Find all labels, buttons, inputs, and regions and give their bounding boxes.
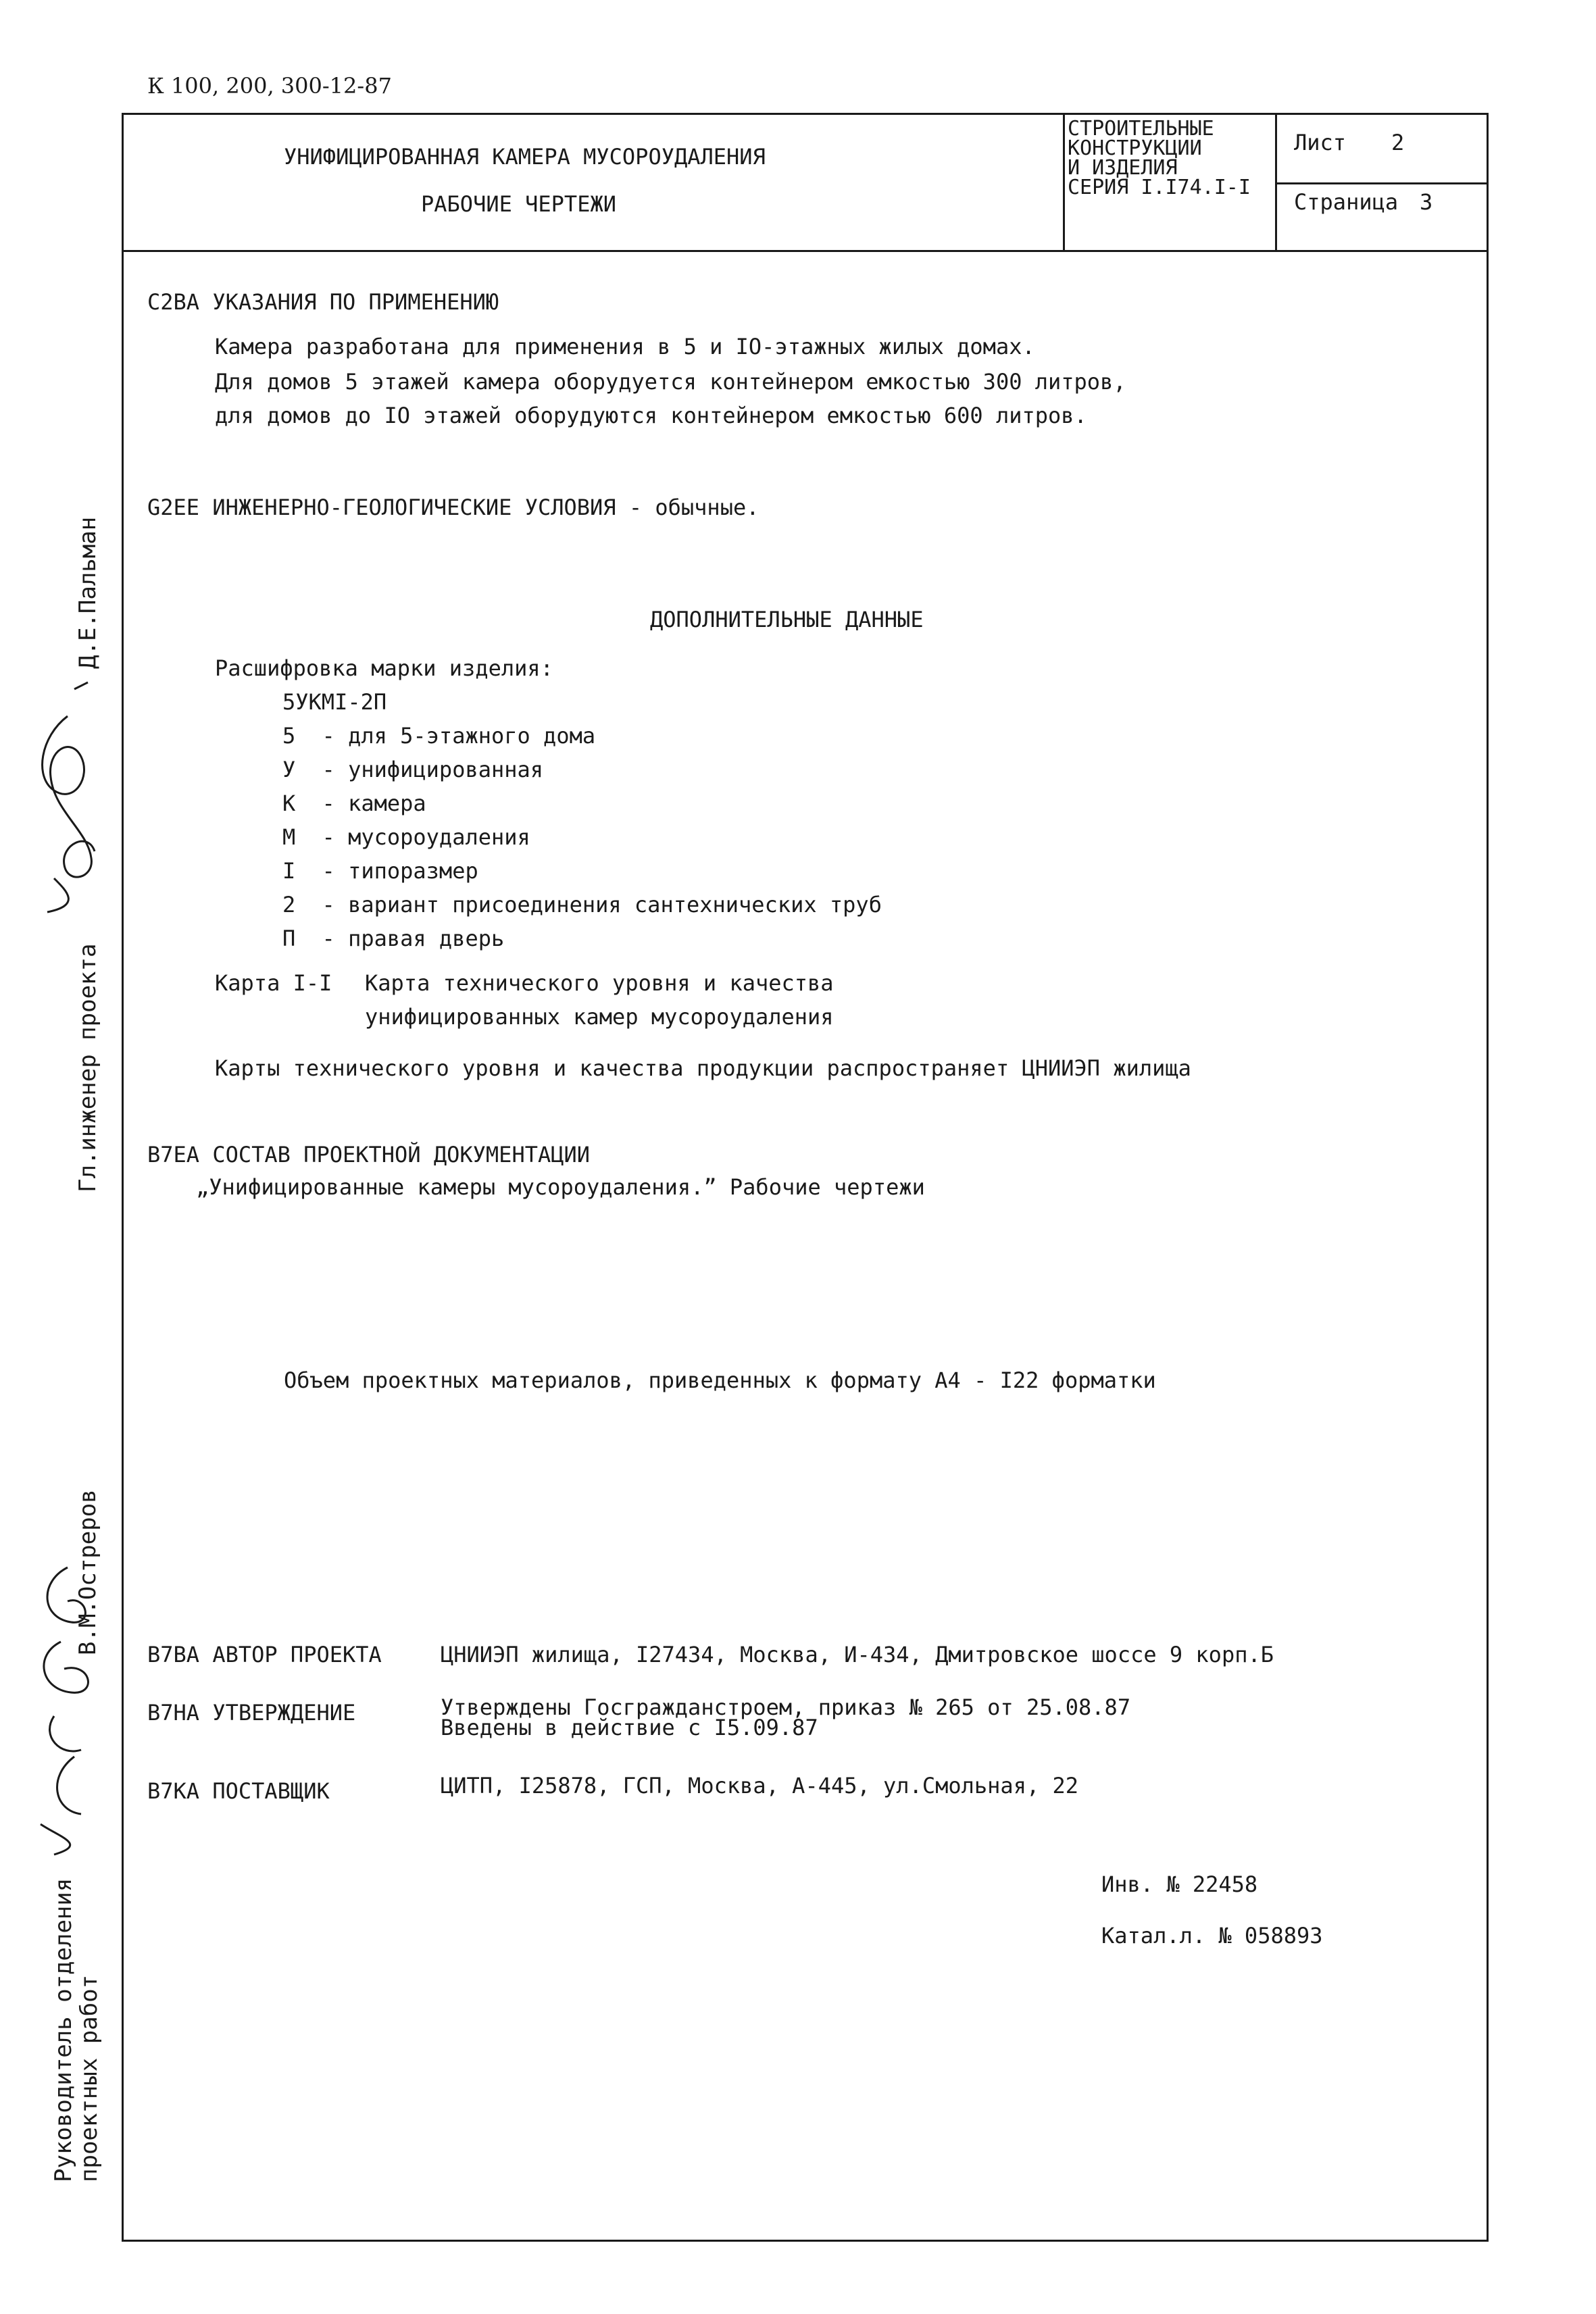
author-label: В7ВА АВТОР ПРОЕКТА [147, 1642, 382, 1667]
series-line: И ИЗДЕЛИЯ [1068, 156, 1178, 180]
author-value: ЦНИИЭП жилища, I27434, Москва, И-434, Дмитровское шоссе 9 корп.Б [441, 1642, 1274, 1667]
usage-line: для домов до IO этажей оборудуются контейнером емкостью 600 литров. [215, 403, 1087, 428]
catalog-number: Катал.л. № 058893 [1101, 1923, 1323, 1948]
supplier-label: В7КА ПОСТАВЩИК [147, 1778, 330, 1804]
supplier-value: ЦИТП, I25878, ГСП, Москва, А-445, ул.Смольная, 22 [441, 1773, 1079, 1799]
series-line: СЕРИЯ I.I74.I-I [1068, 176, 1251, 199]
title-line-1: УНИФИЦИРОВАННАЯ КАМЕРА МУСОРОУДАЛЕНИЯ [284, 144, 766, 170]
marking-item [282, 824, 530, 850]
geology-line: G2EE ИНЖЕНЕРНО-ГЕОЛОГИЧЕСКИЕ УСЛОВИЯ - обычные. [147, 495, 759, 520]
composition-heading: В7ЕА СОСТАВ ПРОЕКТНОЙ ДОКУМЕНТАЦИИ [147, 1142, 591, 1167]
sheet-label: Лист [1294, 130, 1347, 155]
marking-item [282, 892, 882, 917]
marking-intro: Расшифровка марки изделия: [215, 655, 553, 681]
marking-key: М [282, 824, 296, 850]
signature-2 [14, 1554, 108, 1858]
marking-desc: - для 5-этажного дома [322, 723, 596, 749]
marking-desc: - типоразмер [322, 858, 478, 884]
usage-line: Камера разработана для применения в 5 и IO-этажных жилых домах. [215, 334, 1035, 359]
marking-item [282, 723, 595, 749]
marking-desc: - правая дверь [322, 926, 505, 951]
signature-1 [27, 676, 108, 919]
marking-desc: - мусороудаления [322, 824, 530, 850]
marking-key: 5 [282, 723, 296, 749]
title-line-2: РАБОЧИЕ ЧЕРТЕЖИ [421, 191, 616, 217]
marking-item [282, 858, 478, 884]
usage-line: Для домов 5 этажей камера оборудуется контейнером емкостью 300 литров, [215, 369, 1126, 395]
document-code: К 100, 200, 300-12-87 [147, 73, 392, 99]
marking-key: 2 [282, 892, 296, 917]
marking-item [282, 790, 426, 816]
page-label: Страница [1294, 189, 1399, 215]
map-line: унифицированных камер мусороудаления [365, 1004, 834, 1030]
margin-name-1: Д.Е.Пальман [74, 516, 101, 669]
marking-key: I [282, 858, 296, 884]
marking-desc: - камера [322, 790, 426, 816]
title-block [124, 115, 1487, 252]
margin-name-2: В.М.Остреpов [74, 1489, 101, 1655]
series-block [1068, 119, 1251, 197]
sheet-number: 2 [1391, 130, 1405, 155]
marking-desc: - вариант присоединения сантехнических труб [322, 892, 882, 917]
approval-line: Утверждены Госгражданстроем, приказ № 265 от 25.08.87 [441, 1694, 1131, 1720]
approval-line: Введены в действие с I5.09.87 [441, 1715, 818, 1740]
margin-role-2: проектных работ [76, 1974, 103, 2182]
marking-key: К [282, 790, 296, 816]
marking-key: У [282, 757, 296, 782]
marking-item [282, 757, 543, 782]
marking-code: 5УКМI-2П [282, 689, 387, 715]
extra-heading: ДОПОЛНИТЕЛЬНЫЕ ДАННЫЕ [650, 607, 924, 632]
divider [1275, 182, 1489, 184]
composition-line: „Унифицированные камеры мусороудаления.” Рабочие чертежи [196, 1174, 925, 1200]
marking-key: П [282, 926, 296, 951]
map-label: Карта I-I [215, 970, 332, 996]
volume-line: Объем проектных материалов, приведенных к формату А4 - I22 форматки [284, 1367, 1156, 1393]
inventory-number: Инв. № 22458 [1101, 1871, 1258, 1897]
series-line: СТРОИТЕЛЬНЫЕ [1068, 117, 1214, 141]
usage-heading: С2ВА УКАЗАНИЯ ПО ПРИМЕНЕНИЮ [147, 289, 499, 315]
divider [1063, 115, 1065, 250]
series-line: КОНСТРУКЦИИ [1068, 136, 1202, 160]
approval-label: В7НА УТВЕРЖДЕНИЕ [147, 1700, 356, 1726]
page-number: 3 [1420, 189, 1433, 215]
map-line: Карта технического уровня и качества [365, 970, 834, 996]
maps-distribution: Карты технического уровня и качества продукции распространяет ЦНИИЭП жилища [215, 1055, 1191, 1081]
margin-role-1: Гл.инженер проекта [74, 943, 101, 1192]
marking-desc: - унифицированная [322, 757, 544, 782]
margin-role-2: Руководитель отделения [50, 1878, 77, 2182]
marking-item [282, 926, 504, 951]
